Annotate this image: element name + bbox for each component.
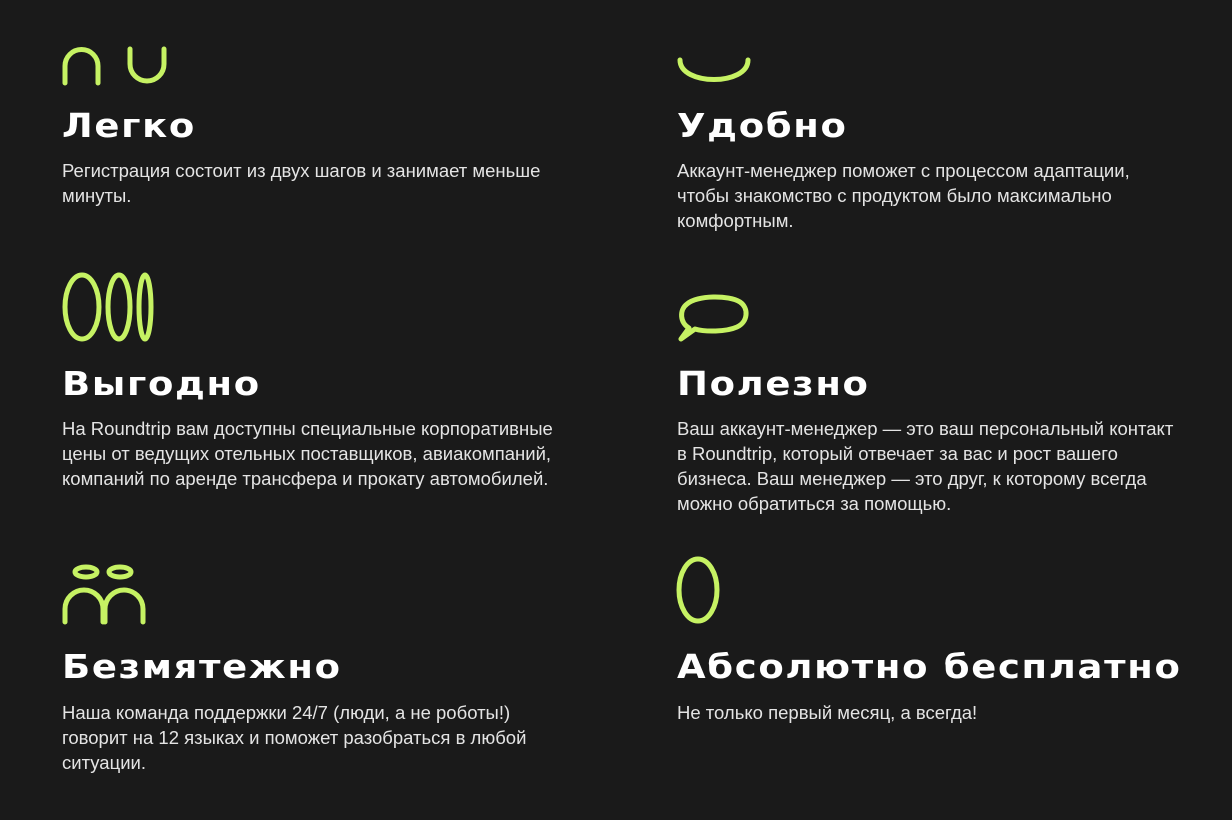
feature-description: Ваш аккаунт-менеджер — это ваш персональный контакт в Roundtrip, который отвечает за вас и рост вашего бизнеса. Ваш менеджер — это друг, к которому всегда можно обратиться за помощью.: [677, 418, 1174, 514]
arch-and-u-icon: [62, 46, 168, 86]
feature-title: Полезно: [677, 364, 870, 403]
smile-curve-icon: [677, 56, 753, 88]
speech-bubble-icon: [677, 294, 751, 346]
two-angels-icon: [62, 564, 152, 628]
feature-title: Удобно: [677, 106, 848, 145]
feature-description: Аккаунт-менеджер поможет с процессом адаптации, чтобы знакомство с продуктом было максимально комфортным.: [677, 160, 1130, 231]
coins-stack-icon: [62, 272, 158, 344]
feature-title: Безмятежно: [62, 647, 342, 686]
zero-ellipse-icon: [677, 556, 723, 626]
feature-description: На Roundtrip вам доступны специальные корпоративные цены от ведущих отельных поставщиков, авиакомпаний, компаний по аренде трансфера и прокату автомобилей.: [62, 418, 553, 489]
feature-title: Легко: [62, 106, 196, 145]
feature-description: Не только первый месяц, а всегда!: [677, 702, 978, 723]
feature-description: Наша команда поддержки 24/7 (люди, а не роботы!) говорит на 12 языках и поможет разобраться в любой ситуации.: [62, 702, 527, 773]
feature-description: Регистрация состоит из двух шагов и занимает меньше минуты.: [62, 160, 541, 206]
feature-title: Выгодно: [62, 364, 261, 403]
feature-title: Абсолютно бесплатно: [677, 647, 1182, 686]
